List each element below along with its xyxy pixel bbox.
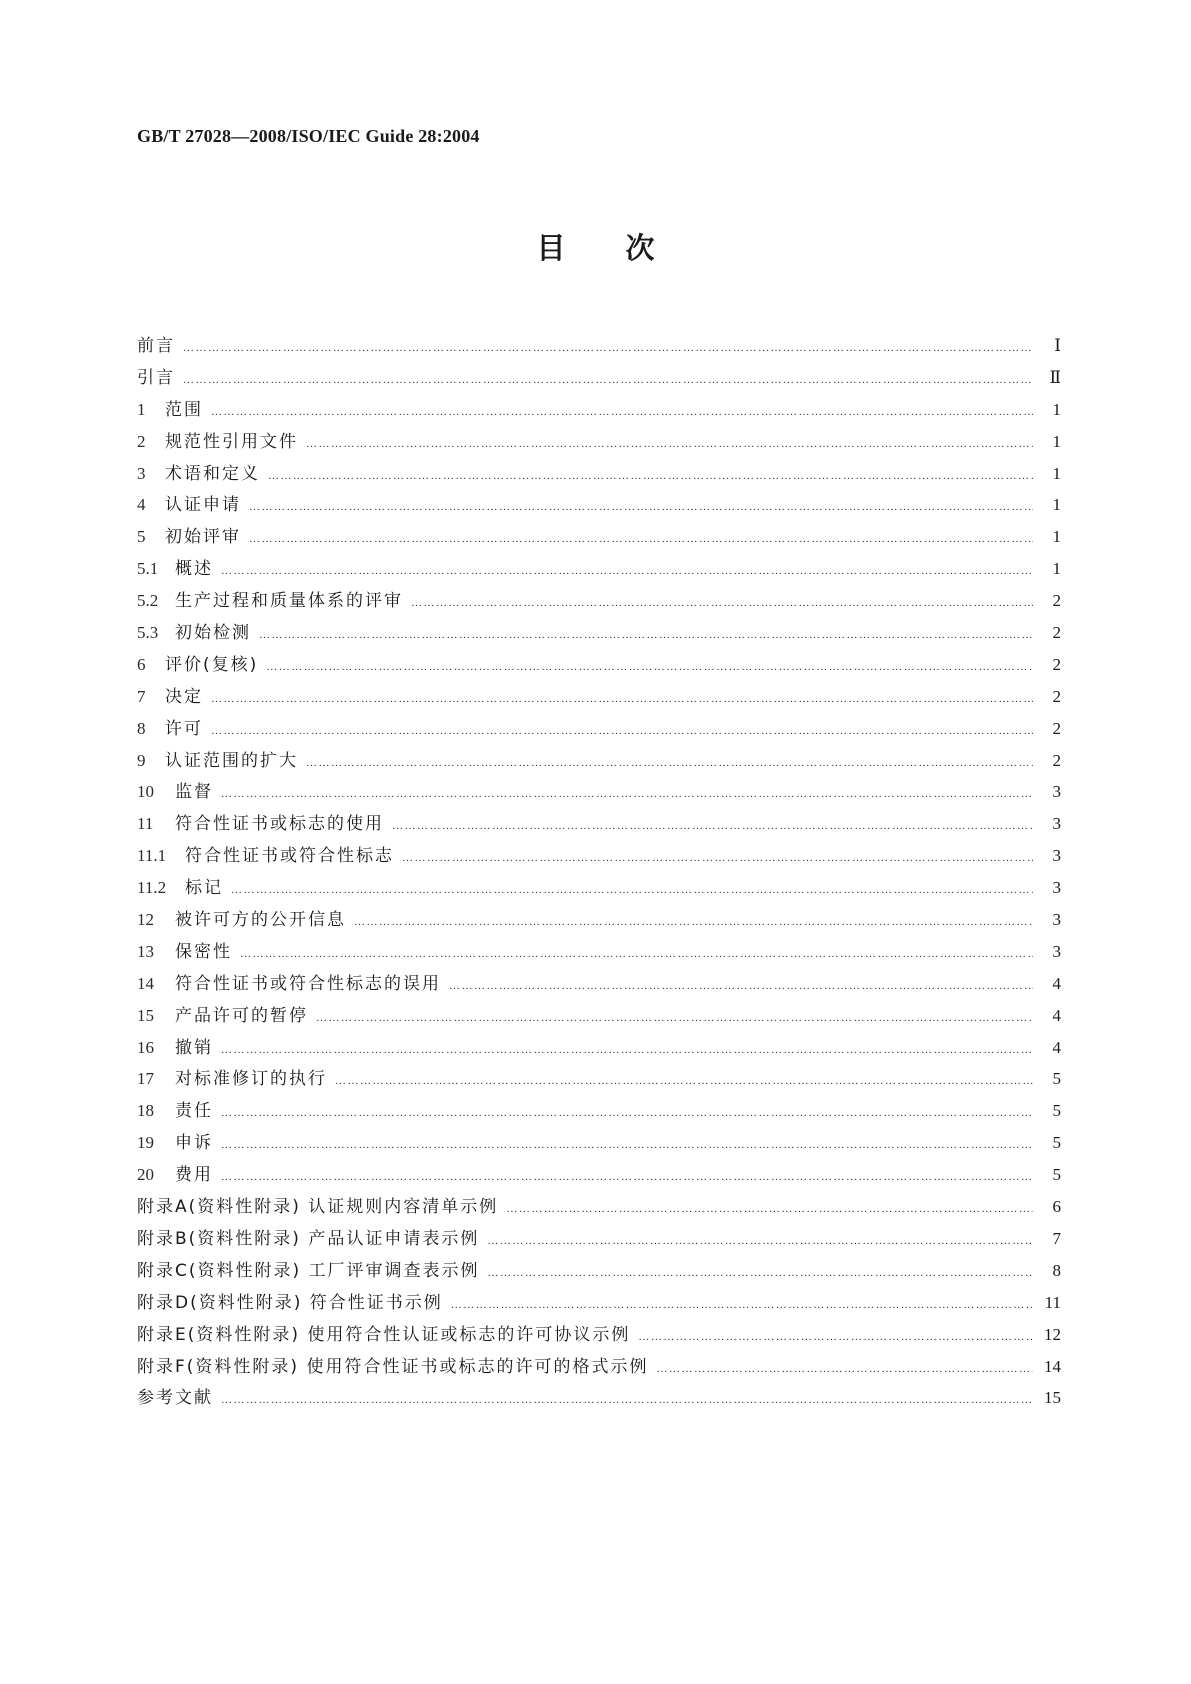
toc-entry-title: 引言: [137, 367, 175, 388]
toc-entry-number: 17: [137, 1069, 154, 1089]
toc-entry[interactable]: [137, 1127, 1061, 1159]
toc-entry-page: 5: [1052, 1101, 1061, 1121]
toc-entry[interactable]: [137, 521, 1061, 553]
toc-entry-title: 申诉: [175, 1133, 213, 1154]
toc-dot-leader: [638, 1322, 1033, 1354]
toc-entry-title: 对标准修订的执行: [175, 1069, 327, 1090]
toc-entry[interactable]: [137, 1032, 1061, 1064]
toc-dot-leader: [259, 620, 1033, 652]
toc-entry[interactable]: [137, 840, 1061, 872]
toc-entry[interactable]: [137, 489, 1061, 521]
toc-entry-page: Ⅱ: [1049, 367, 1061, 387]
toc-entry-page: 4: [1052, 1037, 1061, 1057]
toc-dot-leader: [506, 1194, 1033, 1226]
toc-entry-number: 11.2: [137, 878, 167, 898]
toc-dot-leader: [268, 461, 1033, 493]
toc-entry-number: 8: [137, 718, 146, 738]
toc-entry[interactable]: [137, 1159, 1061, 1191]
toc-entry-page: 1: [1052, 527, 1061, 547]
toc-entry-number: 5.2: [137, 591, 159, 611]
toc-entry-page: 1: [1052, 431, 1061, 451]
toc-entry[interactable]: [137, 1351, 1061, 1383]
toc-entry-title: 初始检测: [175, 623, 251, 644]
toc-entry[interactable]: [137, 681, 1061, 713]
toc-dot-leader: [656, 1354, 1033, 1386]
toc-dot-leader: [221, 1098, 1033, 1130]
toc-dot-leader: [221, 556, 1033, 588]
toc-dot-leader: [306, 748, 1033, 780]
toc-dot-leader: [316, 1003, 1033, 1035]
toc-entry[interactable]: [137, 1063, 1061, 1095]
toc-dot-leader: [335, 1066, 1033, 1098]
toc-entry-page: 1: [1052, 463, 1061, 483]
toc-entry-number: 11: [137, 814, 154, 834]
toc-dot-leader: [211, 684, 1033, 716]
toc-dot-leader: [221, 1162, 1033, 1194]
toc-entry-title: 附录C(资料性附录) 工厂评审调查表示例: [137, 1260, 480, 1281]
toc-entry[interactable]: [137, 1223, 1061, 1255]
toc-entry-title: 责任: [175, 1101, 213, 1122]
toc-entry[interactable]: [137, 1000, 1061, 1032]
toc-entry-number: 18: [137, 1101, 154, 1121]
toc-entry[interactable]: [137, 1095, 1061, 1127]
toc-entry-page: 5: [1052, 1133, 1061, 1153]
toc-entry-page: 3: [1052, 846, 1061, 866]
toc-dot-leader: [249, 524, 1033, 556]
toc-entry-page: 2: [1052, 718, 1061, 738]
toc-entry-page: 3: [1052, 814, 1061, 834]
toc-entry-number: 5.1: [137, 559, 159, 579]
toc-entry[interactable]: [137, 617, 1061, 649]
toc-entry[interactable]: [137, 745, 1061, 777]
toc-entry-title: 生产过程和质量体系的评审: [175, 591, 403, 612]
toc-entry-title: 符合性证书或标志的使用: [175, 814, 384, 835]
toc-entry[interactable]: [137, 553, 1061, 585]
toc-entry[interactable]: [137, 872, 1061, 904]
toc-entry-page: 1: [1052, 559, 1061, 579]
toc-entry[interactable]: [137, 330, 1061, 362]
toc-entry-page: 3: [1052, 941, 1061, 961]
toc-entry-number: 20: [137, 1165, 154, 1185]
toc-entry-page: 3: [1052, 782, 1061, 802]
toc-dot-leader: [183, 365, 1033, 397]
toc-dot-leader: [221, 1130, 1033, 1162]
toc-entry[interactable]: [137, 1287, 1061, 1319]
toc-entry[interactable]: [137, 713, 1061, 745]
toc-entry-title: 评价(复核): [165, 654, 259, 675]
toc-entry-title: 初始评审: [165, 527, 241, 548]
toc-entry-number: 6: [137, 654, 146, 674]
toc-entry-title: 许可: [165, 718, 203, 739]
toc-entry-page: 1: [1052, 495, 1061, 515]
toc-entry-title: 附录F(资料性附录) 使用符合性证书或标志的许可的格式示例: [137, 1356, 649, 1377]
toc-entry-title: 概述: [175, 559, 213, 580]
toc-entry-title: 决定: [165, 686, 203, 707]
toc-entry-number: 15: [137, 1005, 154, 1025]
toc-entry-title: 撤销: [175, 1037, 213, 1058]
toc-dot-leader: [449, 971, 1033, 1003]
toc-entry-number: 5: [137, 527, 146, 547]
toc-entry-title: 符合性证书或符合性标志: [185, 846, 394, 867]
toc-entry-page: 15: [1044, 1388, 1061, 1408]
toc-entry-number: 9: [137, 750, 146, 770]
toc-entry-number: 5.3: [137, 623, 159, 643]
toc-dot-leader: [402, 843, 1033, 875]
toc-entry-page: 2: [1052, 654, 1061, 674]
toc-entry-number: 10: [137, 782, 154, 802]
toc-entry-page: Ⅰ: [1054, 336, 1061, 355]
toc-entry[interactable]: [137, 362, 1061, 394]
toc-entry-title: 符合性证书或符合性标志的误用: [175, 973, 441, 994]
standard-code-header: GB/T 27028—2008/ISO/IEC Guide 28:2004: [137, 126, 480, 146]
toc-entry-page: 2: [1052, 686, 1061, 706]
toc-entry[interactable]: [137, 1319, 1061, 1351]
toc-dot-leader: [488, 1258, 1033, 1290]
toc-dot-leader: [231, 875, 1033, 907]
toc-entry[interactable]: [137, 1191, 1061, 1223]
toc-entry-title: 保密性: [175, 941, 232, 962]
toc-dot-leader: [221, 779, 1033, 811]
toc-entry-number: 4: [137, 495, 146, 515]
toc-dot-leader: [266, 652, 1033, 684]
toc-entry-page: 12: [1044, 1324, 1061, 1344]
toc-entry-title: 产品许可的暂停: [175, 1005, 308, 1026]
toc-entry-title: 附录B(资料性附录) 产品认证申请表示例: [137, 1228, 480, 1249]
toc-dot-leader: [411, 588, 1033, 620]
toc-entry[interactable]: [137, 936, 1061, 968]
toc-entry-title: 规范性引用文件: [165, 431, 298, 452]
toc-entry-page: 14: [1044, 1356, 1061, 1376]
toc-entry-page: 2: [1052, 750, 1061, 770]
toc-entry-page: 7: [1052, 1228, 1061, 1248]
toc-dot-leader: [306, 429, 1033, 461]
toc-entry[interactable]: [137, 649, 1061, 681]
toc-entry[interactable]: [137, 904, 1061, 936]
toc-entry-page: 8: [1052, 1260, 1061, 1280]
toc-entry-page: 2: [1052, 591, 1061, 611]
toc-dot-leader: [211, 397, 1033, 429]
toc-entry-page: 4: [1052, 1005, 1061, 1025]
toc-entry-page: 6: [1052, 1197, 1061, 1217]
toc-entry-number: 14: [137, 973, 154, 993]
toc-entry-page: 4: [1052, 973, 1061, 993]
toc-entry[interactable]: [137, 1382, 1061, 1414]
toc-entry-number: 1: [137, 399, 146, 419]
toc-entry-number: 11.1: [137, 846, 167, 866]
toc-entry[interactable]: [137, 808, 1061, 840]
toc-entry-title: 参考文献: [137, 1388, 213, 1409]
toc-entry-title: 标记: [185, 878, 223, 899]
toc-entry[interactable]: [137, 776, 1061, 808]
toc-entry-page: 11: [1044, 1292, 1061, 1312]
toc-entry-title: 认证申请: [165, 495, 241, 516]
toc-entry-page: 3: [1052, 910, 1061, 930]
toc-entry[interactable]: [137, 426, 1061, 458]
toc-entry-title: 附录E(资料性附录) 使用符合性认证或标志的许可协议示例: [137, 1324, 631, 1345]
toc-dot-leader: [183, 333, 1033, 365]
toc-entry-title: 费用: [175, 1165, 213, 1186]
toc-entry-page: 5: [1052, 1069, 1061, 1089]
toc-dot-leader: [487, 1226, 1033, 1258]
toc-entry[interactable]: [137, 394, 1061, 426]
toc-entry-number: 3: [137, 463, 146, 483]
toc-entry[interactable]: [137, 458, 1061, 490]
toc-entry-title: 附录A(资料性附录) 认证规则内容清单示例: [137, 1197, 499, 1218]
toc-dot-leader: [249, 492, 1033, 524]
toc-entry-number: 7: [137, 686, 146, 706]
toc-entry[interactable]: [137, 1255, 1061, 1287]
toc-entry[interactable]: [137, 968, 1061, 1000]
toc-dot-leader: [221, 1035, 1033, 1067]
toc-entry-number: 12: [137, 910, 154, 930]
toc-entry-number: 16: [137, 1037, 154, 1057]
toc-entry-page: 3: [1052, 878, 1061, 898]
toc-dot-leader: [240, 939, 1033, 971]
toc-entry-title: 前言: [137, 336, 175, 356]
toc-entry-page: 2: [1052, 623, 1061, 643]
toc-entry-page: 1: [1052, 399, 1061, 419]
toc-entry[interactable]: [137, 585, 1061, 617]
toc-entry-title: 术语和定义: [165, 463, 260, 484]
toc-dot-leader: [354, 907, 1033, 939]
toc-entry-number: 13: [137, 941, 154, 961]
toc-dot-leader: [451, 1290, 1033, 1322]
toc-dot-leader: [392, 811, 1033, 843]
page-title: 目次: [536, 231, 715, 265]
toc-entry-title: 附录D(资料性附录) 符合性证书示例: [137, 1292, 443, 1313]
table-of-contents: [137, 330, 1061, 1414]
toc-entry-page: 5: [1052, 1165, 1061, 1185]
toc-entry-title: 认证范围的扩大: [165, 750, 298, 771]
toc-dot-leader: [211, 716, 1033, 748]
toc-dot-leader: [221, 1385, 1033, 1417]
toc-entry-number: 19: [137, 1133, 154, 1153]
toc-entry-number: 2: [137, 431, 146, 451]
toc-entry-title: 被许可方的公开信息: [175, 910, 346, 931]
toc-entry-title: 监督: [175, 782, 213, 803]
toc-entry-title: 范围: [165, 399, 203, 420]
